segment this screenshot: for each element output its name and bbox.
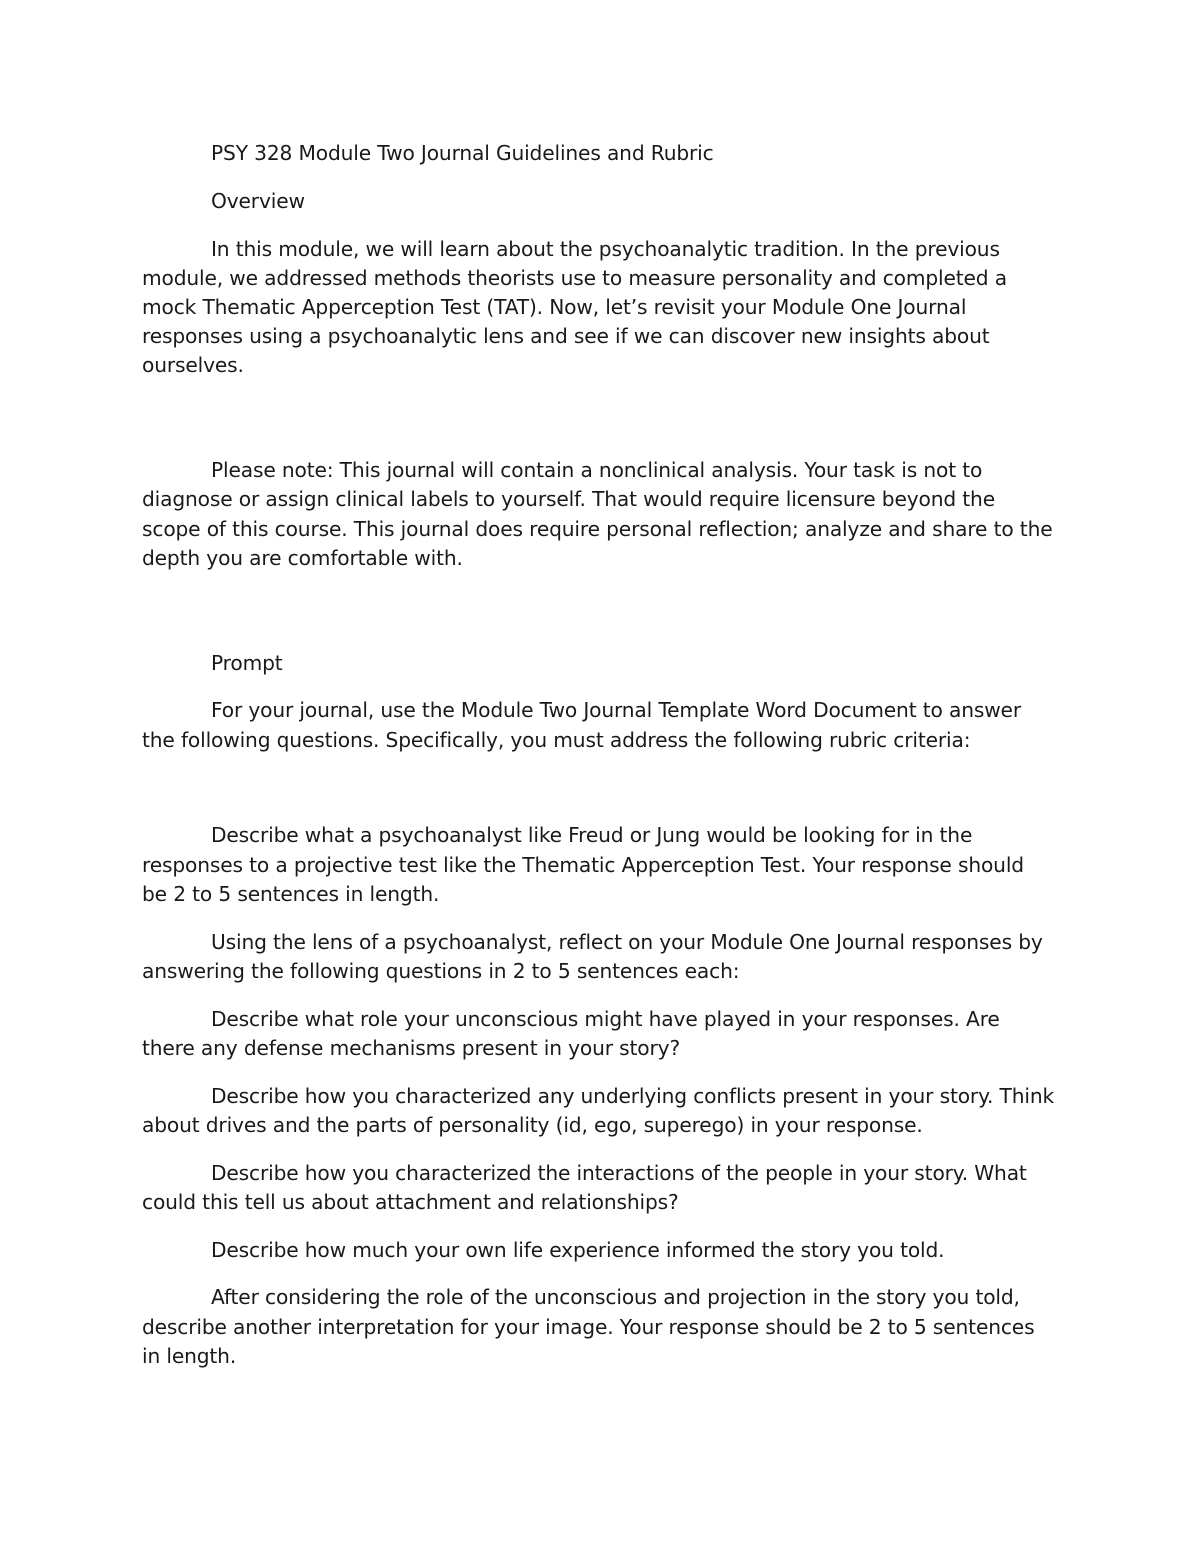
criterion-item: Describe what a psychoanalyst like Freud or Jung would be looking for in the responses to a projective test like the Thematic Apperception Test. Your response should be 2 to 5 sentences in length. — [142, 823, 1024, 906]
prompt-paragraph: For your journal, use the Module Two Journal Template Word Document to answer the following questions. Specifically, you must address the following rubric criteria: — [142, 698, 1021, 752]
overview-paragraph: In this module, we will learn about the psychoanalytic tradition. In the previous module, we addressed methods theorists use to measure personality and completed a mock Thematic Apperception Test (TAT). Now, let’s revisit your Module One Journal responses using a psychoanalytic lens and see if we can discover new insights about ourselves. — [142, 236, 1007, 378]
spacer — [142, 592, 1054, 649]
spacer — [142, 773, 1054, 821]
criterion-item: After considering the role of the unconscious and projection in the story you told, describe another interpretation for your image. Your response should be 2 to 5 sentences in length. — [142, 1285, 1035, 1368]
spacer — [142, 399, 1054, 456]
overview-heading: Overview — [211, 188, 305, 213]
criterion-item: Describe how much your own life experience informed the story you told. — [211, 1237, 945, 1262]
criterion-item: Describe how you characterized the interactions of the people in your story. What could this tell us about attachment and relationships? — [142, 1160, 1027, 1214]
note-paragraph: Please note: This journal will contain a nonclinical analysis. Your task is not to diagnose or assign clinical labels to yourself. That would require licensure beyond the scope of this course. This journal does require personal reflection; analyze and share to the depth you are comfortable with. — [142, 458, 1053, 570]
criterion-item: Describe what role your unconscious might have played in your responses. Are there any defense mechanisms present in your story? — [142, 1006, 1000, 1060]
document-body — [142, 139, 1054, 1390]
criterion-item: Using the lens of a psychoanalyst, reflect on your Module One Journal responses by answering the following questions in 2 to 5 sentences each: — [142, 929, 1043, 983]
document-title: PSY 328 Module Two Journal Guidelines and Rubric — [211, 141, 714, 165]
prompt-heading: Prompt — [211, 650, 283, 675]
criterion-item: Describe how you characterized any underlying conflicts present in your story. Think about drives and the parts of personality (id, ego, superego) in your response. — [142, 1083, 1055, 1137]
